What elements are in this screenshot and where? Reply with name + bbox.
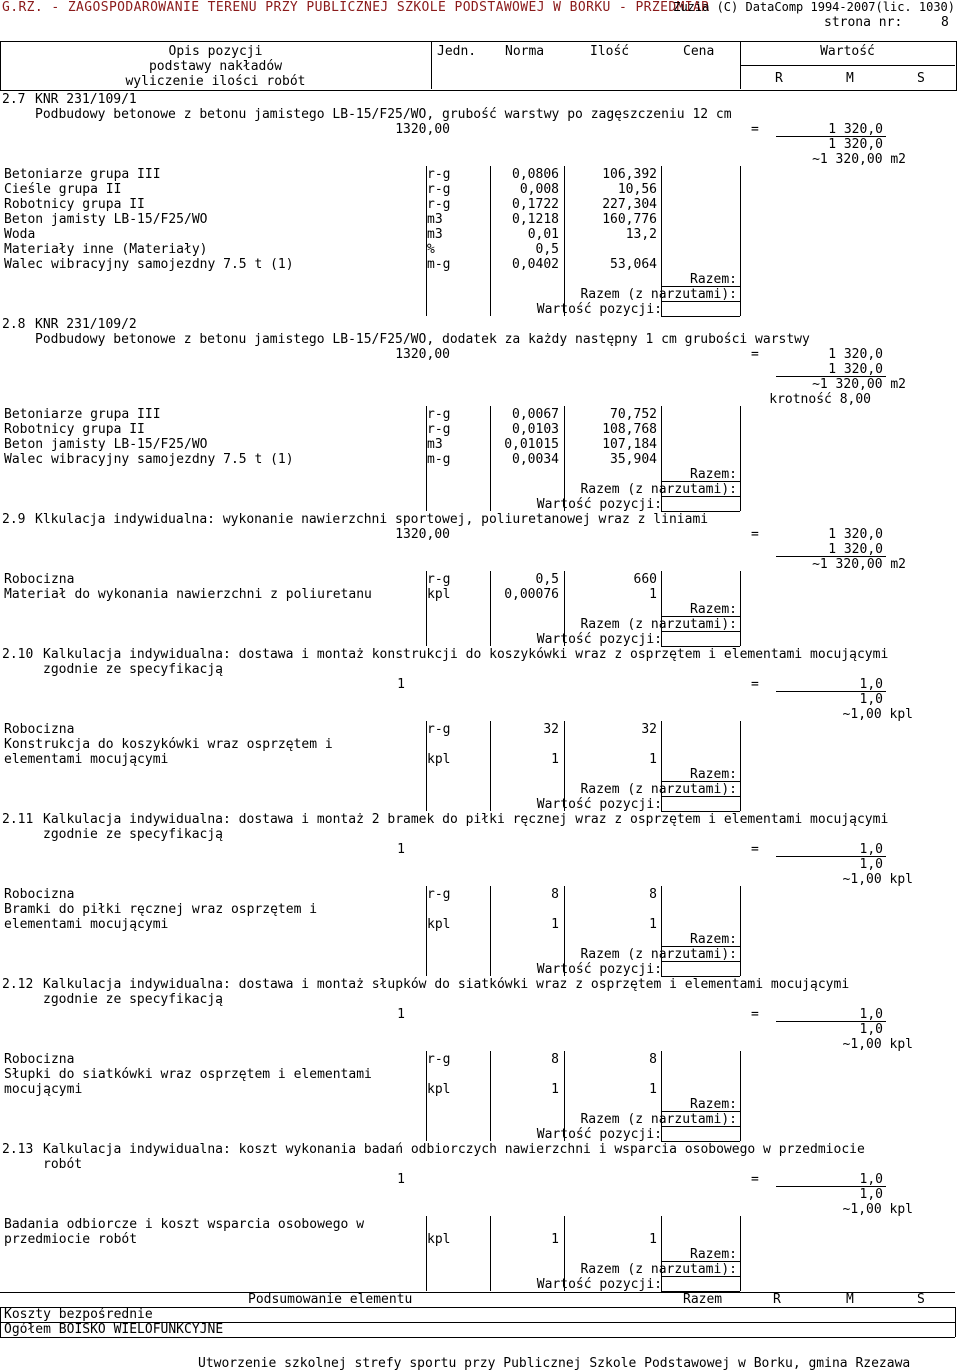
resource-unit: m3 — [427, 212, 443, 227]
resource-ilosc: 1 — [649, 917, 657, 932]
wartosc-pozycji-label: Wartość pozycji: — [536, 962, 662, 977]
summary-row-koszty: Koszty bezpośrednie — [4, 1307, 153, 1322]
equals-sign: = — [751, 122, 759, 137]
item-result: 1,0 — [859, 842, 883, 857]
resource-name: Bramki do piłki ręcznej wraz osprzętem i — [4, 902, 318, 917]
resource-name: Słupki do siatkówki wraz osprzętem i elementami — [4, 1067, 372, 1082]
item-result: 1,0 — [859, 1187, 883, 1202]
razem-narzuty-label: Razem (z narzutami): — [580, 947, 737, 962]
item-result: 1,0 — [859, 1172, 883, 1187]
col-opis-pozycji: Opis pozycji — [168, 44, 263, 59]
item-number: 2.11 — [2, 812, 34, 827]
resource-name: Betoniarze grupa III — [4, 167, 161, 182]
resource-ilosc: 107,184 — [602, 437, 657, 452]
item-quantity: ~1,00 kpl — [842, 1037, 913, 1052]
equals-sign: = — [751, 842, 759, 857]
item-number: 2.12 — [2, 977, 34, 992]
razem-label: Razem: — [690, 1247, 737, 1262]
resource-ilosc: 13,2 — [625, 227, 657, 242]
resource-name: Badania odbiorcze i koszt wsparcia osobowego w — [4, 1217, 365, 1232]
summary-s: S — [917, 1292, 925, 1307]
wartosc-pozycji-label: Wartość pozycji: — [536, 302, 662, 317]
razem-narzuty-label: Razem (z narzutami): — [580, 782, 737, 797]
resource-name: Robotnicy grupa II — [4, 422, 145, 437]
razem-label: Razem: — [690, 1097, 737, 1112]
resource-norma: 0,5 — [535, 242, 559, 257]
item-result: 1,0 — [859, 1022, 883, 1037]
resource-unit: r-g — [427, 407, 451, 422]
resource-name: Woda — [4, 227, 36, 242]
item-quantity: ~1,00 kpl — [842, 1202, 913, 1217]
resource-norma: 0,1722 — [512, 197, 559, 212]
item-result: 1,0 — [859, 677, 883, 692]
document-title: G.RZ. - ZAGOSPODAROWANIE TERENU PRZY PUBLICZNEJ SZKOLE PODSTAWOWEJ W BORKU - PRZEDMIAR — [2, 0, 710, 15]
resource-name-cont: mocującymi — [4, 1082, 83, 1097]
resource-ilosc: 106,392 — [602, 167, 657, 182]
resource-name: Robocizna — [4, 887, 75, 902]
resource-ilosc: 1 — [649, 587, 657, 602]
col-wartosc: Wartość — [820, 44, 875, 59]
item-result: 1,0 — [859, 857, 883, 872]
resource-ilosc: 8 — [649, 887, 657, 902]
item-number: 2.9 — [2, 512, 26, 527]
resource-name: Betoniarze grupa III — [4, 407, 161, 422]
resource-unit: kpl — [427, 1232, 451, 1247]
item-description-cont: zgodnie ze specyfikacją — [43, 827, 224, 842]
item-number: 2.7 — [2, 92, 26, 107]
equals-sign: = — [751, 1007, 759, 1022]
item-result: 1 320,0 — [828, 542, 883, 557]
summary-razem: Razem — [683, 1292, 723, 1307]
equals-sign: = — [751, 347, 759, 362]
resource-norma: 8 — [551, 887, 559, 902]
resource-norma: 0,0103 — [512, 422, 559, 437]
col-cena: Cena — [683, 44, 715, 59]
item-quantity: ~1 320,00 m2 — [812, 377, 906, 392]
resource-unit: r-g — [427, 422, 451, 437]
equals-sign: = — [751, 527, 759, 542]
item-description: Kalkulacja indywidualna: dostawa i montaż 2 bramek do piłki ręcznej wraz z osprzętem i elementami mocującymi — [43, 812, 889, 827]
resource-norma: 1 — [551, 1082, 559, 1097]
resource-name: Beton jamisty LB-15/F25/WO — [4, 437, 208, 452]
resource-unit: r-g — [427, 182, 451, 197]
item-result: 1 320,0 — [828, 362, 883, 377]
col-r: R — [775, 71, 783, 86]
item-description: Kalkulacja indywidualna: koszt wykonania badań odbiorczych nawierzchni i wsparcia osobowego w przedmiocie — [43, 1142, 865, 1157]
item-basis: KNR 231/109/2 — [35, 317, 137, 332]
wartosc-pozycji-label: Wartość pozycji: — [536, 797, 662, 812]
razem-narzuty-label: Razem (z narzutami): — [580, 1112, 737, 1127]
item-calc: 1320,00 — [395, 347, 450, 362]
resource-ilosc: 160,776 — [602, 212, 657, 227]
item-calc: 1320,00 — [395, 527, 450, 542]
resource-norma: 1 — [551, 917, 559, 932]
razem-label: Razem: — [690, 932, 737, 947]
item-description: Kalkulacja indywidualna: dostawa i montaż konstrukcji do koszykówki wraz z osprzętem i elementami mocującymi — [43, 647, 889, 662]
resource-unit: r-g — [427, 167, 451, 182]
resource-norma: 0,0034 — [512, 452, 559, 467]
resource-name: Konstrukcja do koszykówki wraz osprzętem i — [4, 737, 333, 752]
item-result: 1,0 — [859, 1007, 883, 1022]
equals-sign: = — [751, 1172, 759, 1187]
razem-narzuty-label: Razem (z narzutami): — [580, 482, 737, 497]
razem-label: Razem: — [690, 467, 737, 482]
col-s: S — [917, 71, 925, 86]
resource-name: Robocizna — [4, 572, 75, 587]
item-result: 1 320,0 — [828, 137, 883, 152]
item-basis: KNR 231/109/1 — [35, 92, 137, 107]
resource-norma: 0,008 — [519, 182, 559, 197]
summary-r: R — [773, 1292, 781, 1307]
item-krotnosc: krotność 8,00 — [769, 392, 871, 407]
resource-norma: 0,0067 — [512, 407, 559, 422]
resource-ilosc: 10,56 — [617, 182, 657, 197]
resource-name-cont: przedmiocie robót — [4, 1232, 138, 1247]
item-result: 1 320,0 — [828, 527, 883, 542]
item-description: Kalkulacja indywidualna: dostawa i montaż słupków do siatkówki wraz z osprzętem i elementami mocującymi — [43, 977, 850, 992]
page-number: 8 — [941, 15, 949, 30]
col-wyliczenie: wyliczenie ilości robót — [125, 74, 306, 89]
item-description: Podbudowy betonowe z betonu jamistego LB-15/F25/WO, grubość warstwy po zagęszczeniu 12 cm — [35, 107, 732, 122]
item-number: 2.8 — [2, 317, 26, 332]
item-calc: 1320,00 — [395, 122, 450, 137]
item-description-cont: robót — [43, 1157, 83, 1172]
item-description: Klkulacja indywidualna: wykonanie nawierzchni sportowej, poliuretanowej wraz z liniami — [35, 512, 709, 527]
resource-ilosc: 1 — [649, 1082, 657, 1097]
resource-name-cont: elementami mocującymi — [4, 917, 169, 932]
resource-unit: r-g — [427, 887, 451, 902]
resource-unit: m3 — [427, 437, 443, 452]
resource-norma: 0,0402 — [512, 257, 559, 272]
col-ilosc: Ilość — [590, 44, 630, 59]
col-podstawy: podstawy nakładów — [148, 59, 283, 74]
item-quantity: ~1,00 kpl — [842, 707, 913, 722]
resource-norma: 0,0806 — [512, 167, 559, 182]
resource-norma: 8 — [551, 1052, 559, 1067]
col-m: M — [846, 71, 854, 86]
item-result: 1 320,0 — [828, 122, 883, 137]
item-number: 2.13 — [2, 1142, 34, 1157]
item-calc: 1 — [397, 677, 405, 692]
wartosc-pozycji-label: Wartość pozycji: — [536, 1127, 662, 1142]
summary-m: M — [846, 1292, 854, 1307]
resource-norma: 32 — [543, 722, 559, 737]
equals-sign: = — [751, 677, 759, 692]
item-calc: 1 — [397, 1007, 405, 1022]
resource-ilosc: 8 — [649, 1052, 657, 1067]
resource-name: Robocizna — [4, 722, 75, 737]
resource-name: Beton jamisty LB-15/F25/WO — [4, 212, 208, 227]
razem-label: Razem: — [690, 602, 737, 617]
item-result: 1 320,0 — [828, 347, 883, 362]
resource-unit: m3 — [427, 227, 443, 242]
resource-unit: m-g — [427, 257, 451, 272]
wartosc-pozycji-label: Wartość pozycji: — [536, 1277, 662, 1292]
item-result: 1,0 — [859, 692, 883, 707]
resource-norma: 0,1218 — [512, 212, 559, 227]
resource-ilosc: 660 — [633, 572, 657, 587]
resource-unit: r-g — [427, 572, 451, 587]
item-calc: 1 — [397, 842, 405, 857]
resource-ilosc: 227,304 — [602, 197, 657, 212]
razem-narzuty-label: Razem (z narzutami): — [580, 617, 737, 632]
item-quantity: ~1 320,00 m2 — [812, 557, 906, 572]
resource-name: Walec wibracyjny samojezdny 7.5 t (1) — [4, 257, 294, 272]
resource-name-cont: elementami mocującymi — [4, 752, 169, 767]
item-quantity: ~1 320,00 m2 — [812, 152, 906, 167]
resource-ilosc: 1 — [649, 752, 657, 767]
razem-narzuty-label: Razem (z narzutami): — [580, 287, 737, 302]
resource-ilosc: 1 — [649, 1232, 657, 1247]
resource-ilosc: 53,064 — [610, 257, 657, 272]
resource-norma: 0,01 — [527, 227, 559, 242]
item-description-cont: zgodnie ze specyfikacją — [43, 662, 224, 677]
resource-ilosc: 32 — [641, 722, 657, 737]
item-quantity: ~1,00 kpl — [842, 872, 913, 887]
resource-norma: 1 — [551, 1232, 559, 1247]
wartosc-pozycji-label: Wartość pozycji: — [536, 632, 662, 647]
razem-label: Razem: — [690, 272, 737, 287]
resource-unit: m-g — [427, 452, 451, 467]
resource-name: Walec wibracyjny samojezdny 7.5 t (1) — [4, 452, 294, 467]
resource-name: Materiały inne (Materiały) — [4, 242, 208, 257]
item-description: Podbudowy betonowe z betonu jamistego LB-15/F25/WO, dodatek za każdy następny 1 cm grubości warstwy — [35, 332, 810, 347]
resource-unit: r-g — [427, 197, 451, 212]
resource-unit: r-g — [427, 1052, 451, 1067]
page-footer: Utworzenie szkolnej strefy sportu przy Publicznej Szkole Podstawowej w Borku, gmina Rzezawa — [198, 1356, 911, 1371]
item-calc: 1 — [397, 1172, 405, 1187]
resource-unit: kpl — [427, 587, 451, 602]
page-number-label: strona nr: — [824, 15, 903, 30]
resource-norma: 1 — [551, 752, 559, 767]
resource-name: Materiał do wykonania nawierzchni z poliuretanu — [4, 587, 372, 602]
resource-ilosc: 35,904 — [610, 452, 657, 467]
resource-unit: % — [427, 242, 435, 257]
razem-label: Razem: — [690, 767, 737, 782]
col-norma: Norma — [505, 44, 545, 59]
summary-title: Podsumowanie elementu — [248, 1292, 413, 1307]
resource-unit: kpl — [427, 917, 451, 932]
col-jedn: Jedn. — [437, 44, 477, 59]
resource-unit: r-g — [427, 722, 451, 737]
resource-ilosc: 108,768 — [602, 422, 657, 437]
resource-name: Cieśle grupa II — [4, 182, 122, 197]
resource-ilosc: 70,752 — [610, 407, 657, 422]
resource-norma: 0,5 — [535, 572, 559, 587]
resource-name: Robocizna — [4, 1052, 75, 1067]
summary-row-ogolem: Ogółem BOISKO WIELOFUNKCYJNE — [4, 1322, 224, 1337]
item-number: 2.10 — [2, 647, 34, 662]
razem-narzuty-label: Razem (z narzutami): — [580, 1262, 737, 1277]
resource-unit: kpl — [427, 1082, 451, 1097]
resource-norma: 0,00076 — [504, 587, 559, 602]
resource-norma: 0,01015 — [504, 437, 559, 452]
item-description-cont: zgodnie ze specyfikacją — [43, 992, 224, 1007]
resource-unit: kpl — [427, 752, 451, 767]
resource-name: Robotnicy grupa II — [4, 197, 145, 212]
software-credit: Zuzia (C) DataComp 1994-2007(lic. 1030) — [673, 0, 955, 14]
wartosc-pozycji-label: Wartość pozycji: — [536, 497, 662, 512]
